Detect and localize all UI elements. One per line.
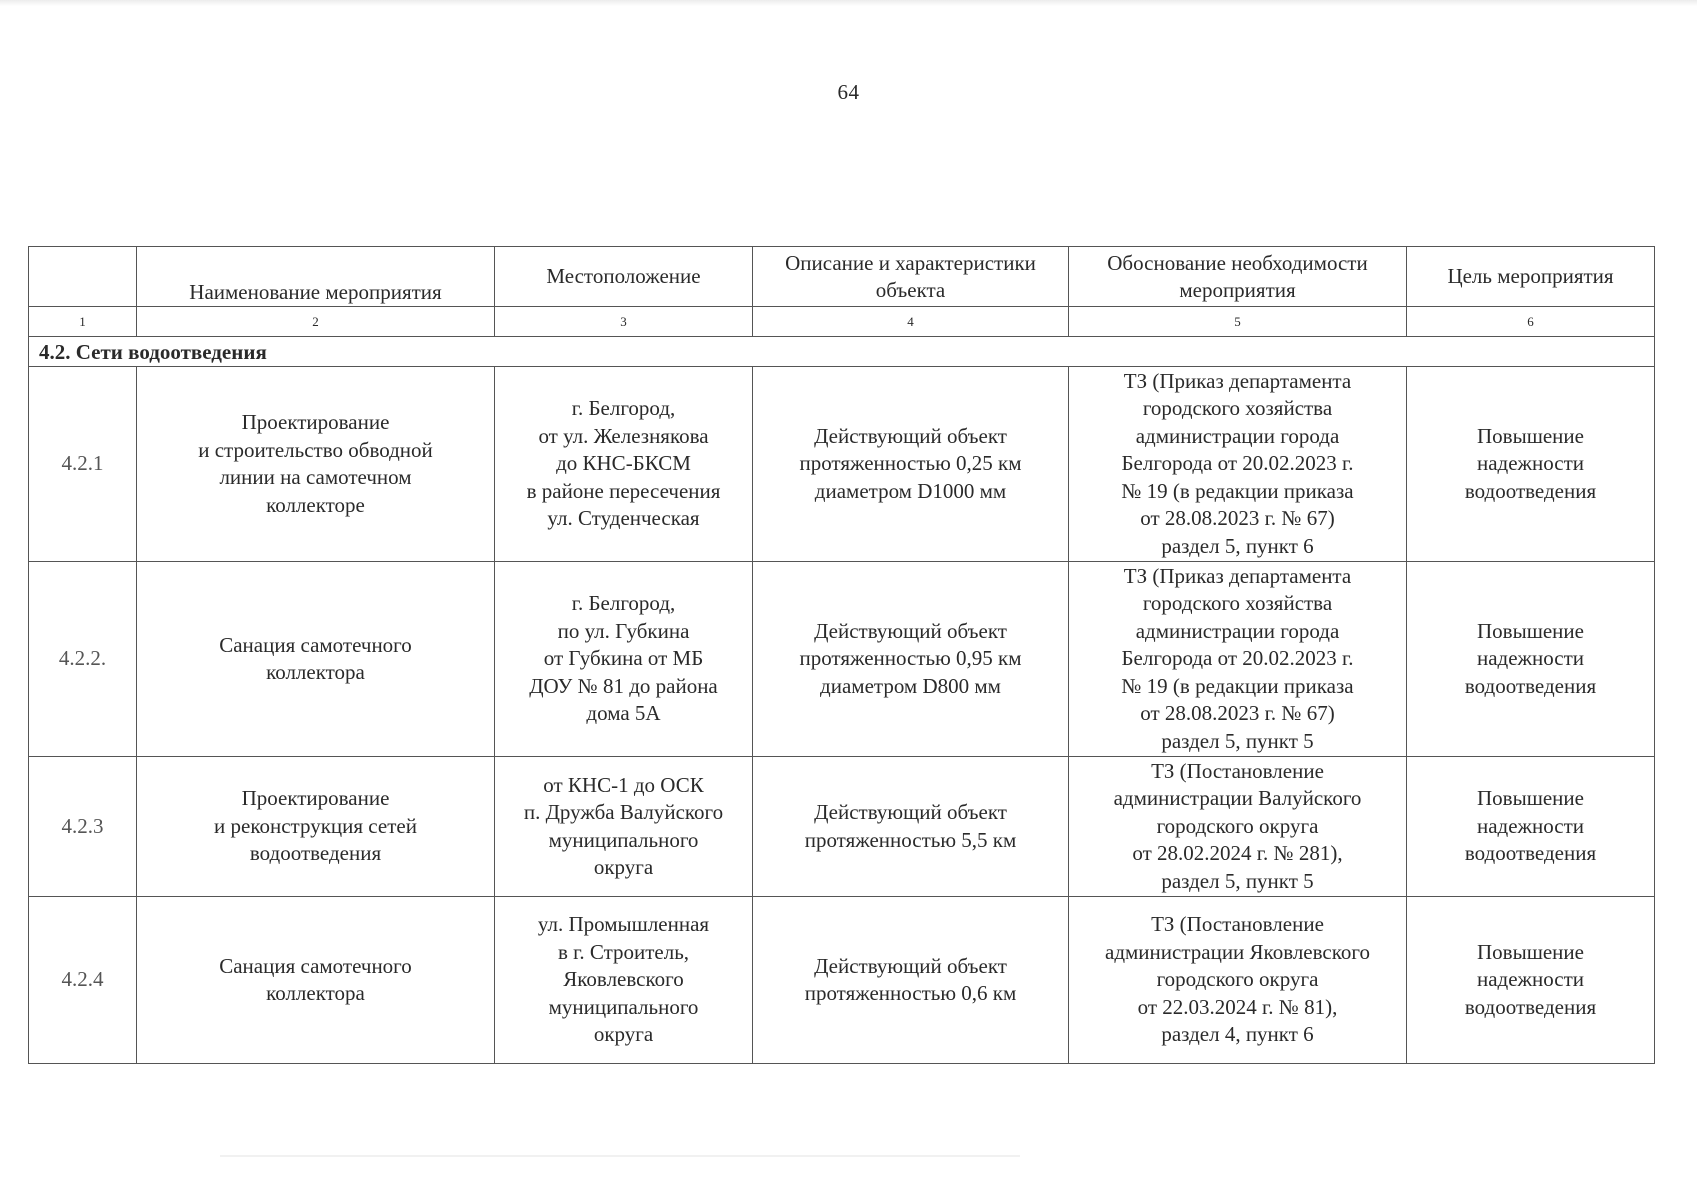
column-number: 6 [1407,307,1655,337]
column-number-row [29,307,1655,337]
column-number: 4 [753,307,1069,337]
header-goal: Цель мероприятия [1407,247,1655,307]
table-row [29,562,1655,757]
row-goal: Повышение надежности водоотведения [1407,562,1655,757]
row-justification: ТЗ (Приказ департамента городского хозяйства администрации города Белгорода от 20.02.2023 г. № 19 (в редакции приказа от 28.08.2023 г. № 67) раздел 5, пункт 5 [1069,562,1407,757]
row-location: г. Белгород, от ул. Железнякова до КНС-БКСМ в районе пересечения ул. Студенческая [495,367,753,562]
scan-artifact [220,1155,1020,1157]
header-justification: Обоснование необходимости мероприятия [1069,247,1407,307]
column-number: 2 [137,307,495,337]
row-goal: Повышение надежности водоотведения [1407,757,1655,897]
row-goal: Повышение надежности водоотведения [1407,897,1655,1064]
row-justification: ТЗ (Постановление администрации Валуйского городского округа от 28.02.2024 г. № 281), раздел 5, пункт 5 [1069,757,1407,897]
measures-table [28,246,1655,1064]
page-number: 64 [837,80,860,104]
row-location: от КНС-1 до ОСК п. Дружба Валуйского муниципального округа [495,757,753,897]
header-description: Описание и характеристики объекта [753,247,1069,307]
row-name: Санация самотечного коллектора [137,562,495,757]
row-name: Санация самотечного коллектора [137,897,495,1064]
row-justification: ТЗ (Постановление администрации Яковлевского городского округа от 22.03.2024 г. № 81), раздел 4, пункт 6 [1069,897,1407,1064]
row-name: Проектирование и реконструкция сетей водоотведения [137,757,495,897]
row-number: 4.2.2. [29,562,137,757]
section-row [29,337,1655,367]
row-goal: Повышение надежности водоотведения [1407,367,1655,562]
row-description: Действующий объект протяженностью 0,25 км диаметром D1000 мм [753,367,1069,562]
row-description: Действующий объект протяженностью 5,5 км [753,757,1069,897]
row-location: г. Белгород, по ул. Губкина от Губкина от МБ ДОУ № 81 до района дома 5А [495,562,753,757]
column-number: 3 [495,307,753,337]
row-name: Проектирование и строительство обводной линии на самотечном коллекторе [137,367,495,562]
table-row [29,757,1655,897]
scan-edge [0,0,1697,6]
row-number: 4.2.3 [29,757,137,897]
row-description: Действующий объект протяженностью 0,6 км [753,897,1069,1064]
section-title: 4.2. Сети водоотведения [29,337,1655,367]
row-description: Действующий объект протяженностью 0,95 км диаметром D800 мм [753,562,1069,757]
header-number [29,247,137,307]
header-location: Местоположение [495,247,753,307]
column-number: 5 [1069,307,1407,337]
row-number: 4.2.1 [29,367,137,562]
header-row [29,247,1655,307]
row-justification: ТЗ (Приказ департамента городского хозяйства администрации города Белгорода от 20.02.2023 г. № 19 (в редакции приказа от 28.08.2023 г. № 67) раздел 5, пункт 6 [1069,367,1407,562]
header-name: Наименование мероприятия [137,247,495,307]
row-number: 4.2.4 [29,897,137,1064]
table-row [29,367,1655,562]
row-location: ул. Промышленная в г. Строитель, Яковлевского муниципального округа [495,897,753,1064]
table-row [29,897,1655,1064]
column-number: 1 [29,307,137,337]
